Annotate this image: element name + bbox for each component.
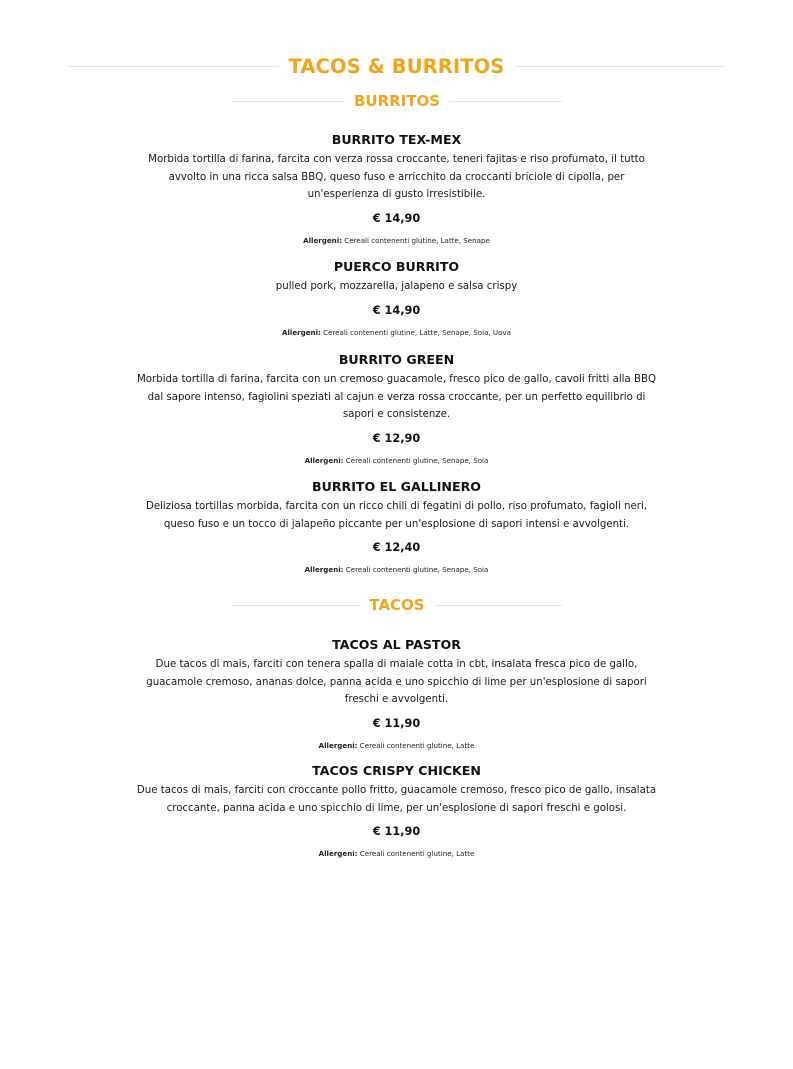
item-description: Deliziosa tortillas morbida, farcita con un ricco chili di fegatini di pollo, riso profumato, fagioli neri, queso fuso e un tocco di jalapeño piccante per un'esplosione di sapori intensi e avvolgenti. (145, 501, 648, 530)
allergens-label: Allergeni: (281, 327, 321, 337)
item-price: € 11,90 (372, 825, 421, 838)
allergens-label: Allergeni: (303, 235, 342, 245)
divider-left (67, 66, 279, 67)
divider-left (232, 605, 360, 606)
divider-right (434, 605, 562, 606)
menu-title: TACOS & BURRITOS (288, 54, 505, 78)
menu-item (128, 352, 665, 466)
menu-item (128, 479, 665, 575)
menu-title-row (67, 52, 726, 80)
allergens-list: Cereali contenenti glutine, Latte (359, 849, 475, 858)
item-name: TACOS CRISPY CHICKEN (312, 763, 481, 778)
item-description: Morbida tortilla di farina, farcita con verza rossa croccante, teneri fajitas e riso profumato, il tutto avvolto in una ricca salsa BBQ, queso fuso e arricchito da croccanti briciole di cipolla, per un'esperienza di gusto irresistibile. (148, 154, 645, 200)
item-description: pulled pork, mozzarella, jalapeno e salsa crispy (275, 281, 518, 292)
section-header-burritos (232, 90, 562, 112)
section-title: TACOS (369, 596, 425, 614)
item-allergens (128, 849, 665, 859)
item-allergens (128, 456, 665, 466)
allergens-label: Allergeni: (318, 740, 358, 750)
item-name: BURRITO TEX-MEX (331, 132, 462, 147)
allergens-label: Allergeni: (304, 455, 344, 465)
allergens-list: Cereali contenenti glutine, Senape, Soia (345, 455, 489, 465)
item-price: € 12,40 (372, 541, 421, 554)
item-price: € 12,90 (372, 431, 421, 445)
menu-item (128, 763, 665, 859)
item-name: BURRITO GREEN (338, 352, 455, 367)
item-name: TACOS AL PASTOR (332, 637, 461, 652)
item-description: Morbida tortilla di farina, farcita con un cremoso guacamole, fresco pico de gallo, cavoli fritti alla BBQ dal sapore intenso, fagiolini speziati al cajun e verza rossa croccante, per un perfetto equilibrio di sapori e consistenze. (137, 374, 656, 420)
menu-item (128, 637, 665, 751)
allergens-list: Cereali contenenti glutine, Latte, Senape, Soia, Uova (323, 327, 512, 337)
menu-item (128, 259, 665, 338)
item-price: € 14,90 (372, 211, 421, 225)
allergens-label: Allergeni: (318, 849, 358, 858)
allergens-list: Cereali contenenti glutine, Latte, Senape (344, 235, 490, 245)
divider-right (514, 66, 726, 67)
section-title: BURRITOS (353, 92, 441, 110)
item-allergens (128, 236, 665, 246)
item-description: Due tacos di mais, farciti con croccante pollo fritto, guacamole cremoso, fresco pico de gallo, insalata croccante, panna acida e uno spicchio di lime, per un'esplosione di sapori freschi e golosi. (136, 785, 657, 814)
item-name: BURRITO EL GALLINERO (312, 479, 481, 494)
divider-left (232, 101, 345, 102)
allergens-label: Allergeni: (304, 565, 344, 574)
item-allergens (128, 741, 665, 751)
item-description: Due tacos di mais, farciti con tenera spalla di maiale cotta in cbt, insalata fresca pico de gallo, guacamole cremoso, ananas dolce, panna acida e uno spicchio di lime per un'esplosione di sapori freschi e avvolgenti. (146, 659, 647, 705)
allergens-list: Cereali contenenti glutine, Senape, Soia (345, 565, 489, 574)
item-price: € 11,90 (372, 716, 421, 730)
menu-item (128, 132, 665, 246)
allergens-list: Cereali contenenti glutine, Latte (359, 740, 475, 750)
section-header-tacos (232, 594, 562, 616)
divider-right (449, 101, 562, 102)
item-name: PUERCO BURRITO (333, 259, 460, 274)
item-allergens (128, 565, 665, 575)
item-allergens (128, 328, 665, 338)
item-price: € 14,90 (372, 303, 421, 317)
